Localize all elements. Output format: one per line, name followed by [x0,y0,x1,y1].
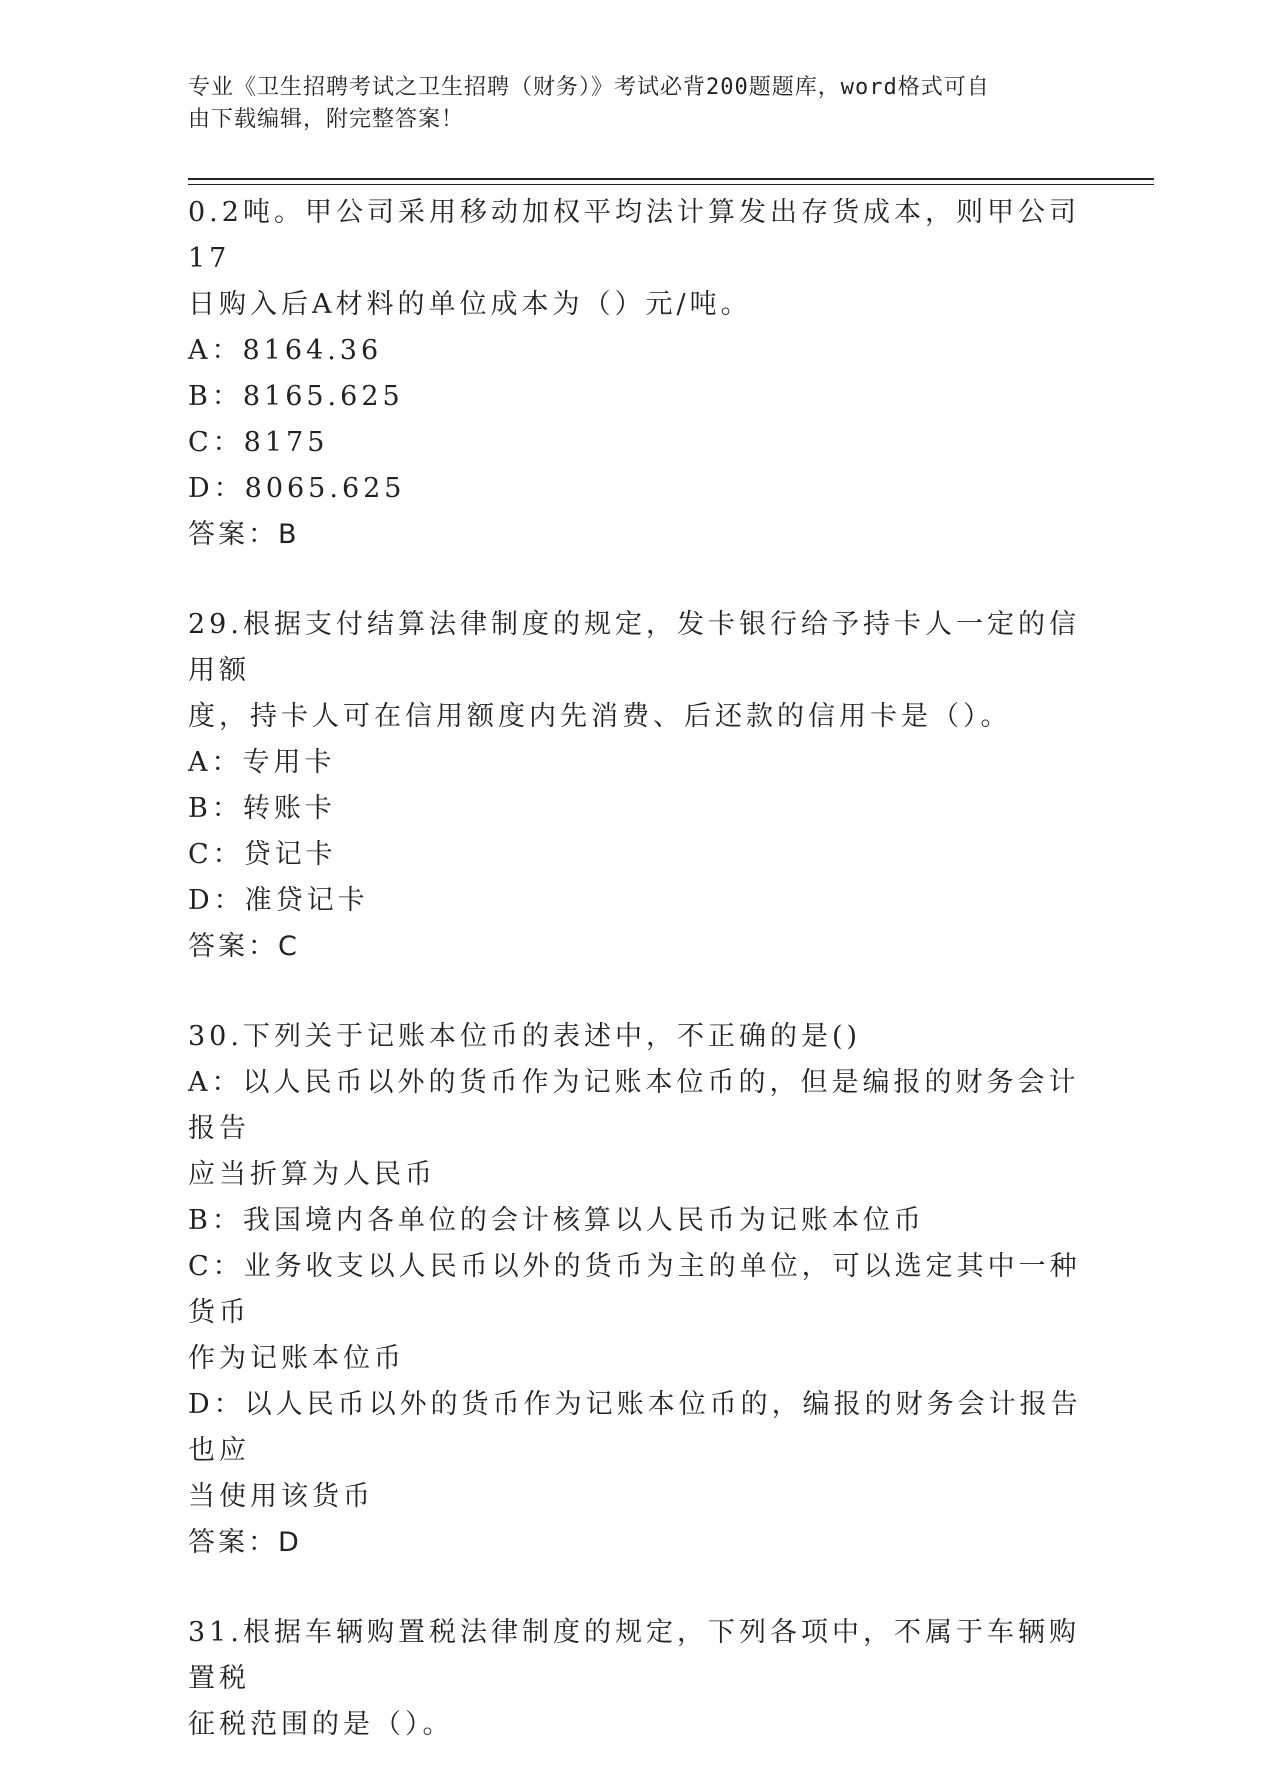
question-block [188,1610,1088,1748]
option-a-continued: 应当折算为人民币 [188,1159,436,1190]
option-d: D：8065.625 [188,473,406,504]
header-divider-thin [188,184,1154,185]
document-header [188,72,1088,136]
question-block [188,190,1088,558]
answer-line: 答案：C [188,931,300,962]
question-text-line: 日购入后A材料的单位成本为（）元/吨。 [188,289,752,320]
document-body [188,190,1088,1792]
answer-line: 答案：D [188,1527,302,1558]
option-a: A：专用卡 [188,747,336,778]
option-c-continued: 作为记账本位币 [188,1343,405,1374]
option-d: D：准贷记卡 [188,885,369,916]
option-a: A：8164.36 [188,335,383,366]
option-b: B：转账卡 [188,793,336,824]
question-text-line: 31.根据车辆购置税法律制度的规定，下列各项中，不属于车辆购置税 [188,1617,1080,1694]
question-block [188,602,1088,970]
header-line-2: 由下载编辑，附完整答案！ [188,107,465,132]
question-text-line: 29.根据支付结算法律制度的规定，发卡银行给予持卡人一定的信用额 [188,609,1080,686]
option-a: A：以人民币以外的货币作为记账本位币的，但是编报的财务会计报告 [188,1067,1080,1144]
header-divider-thick [188,178,1154,180]
question-text-line: 0.2吨。甲公司采用移动加权平均法计算发出存货成本，则甲公司17 [188,197,1080,274]
header-line-1: 专业《卫生招聘考试之卫生招聘（财务）》考试必背200题题库，word格式可自 [188,75,990,100]
option-c: C：业务收支以人民币以外的货币为主的单位，可以选定其中一种货币 [188,1251,1081,1328]
option-d-continued: 当使用该货币 [188,1481,374,1512]
option-d: D：以人民币以外的货币作为记账本位币的，编报的财务会计报告也应 [188,1389,1082,1466]
question-block [188,1014,1088,1566]
question-text-line: 30.下列关于记账本位币的表述中，不正确的是() [188,1021,862,1052]
question-text-line: 征税范围的是（）。 [188,1709,454,1740]
option-b: B：8165.625 [188,381,404,412]
option-b: B：我国境内各单位的会计核算以人民币为记账本位币 [188,1205,925,1236]
question-text-line: 度，持卡人可在信用额度内先消费、后还款的信用卡是（）。 [188,701,1012,732]
option-c: C：8175 [188,427,329,458]
option-c: C：贷记卡 [188,839,337,870]
answer-line: 答案：B [188,519,300,550]
